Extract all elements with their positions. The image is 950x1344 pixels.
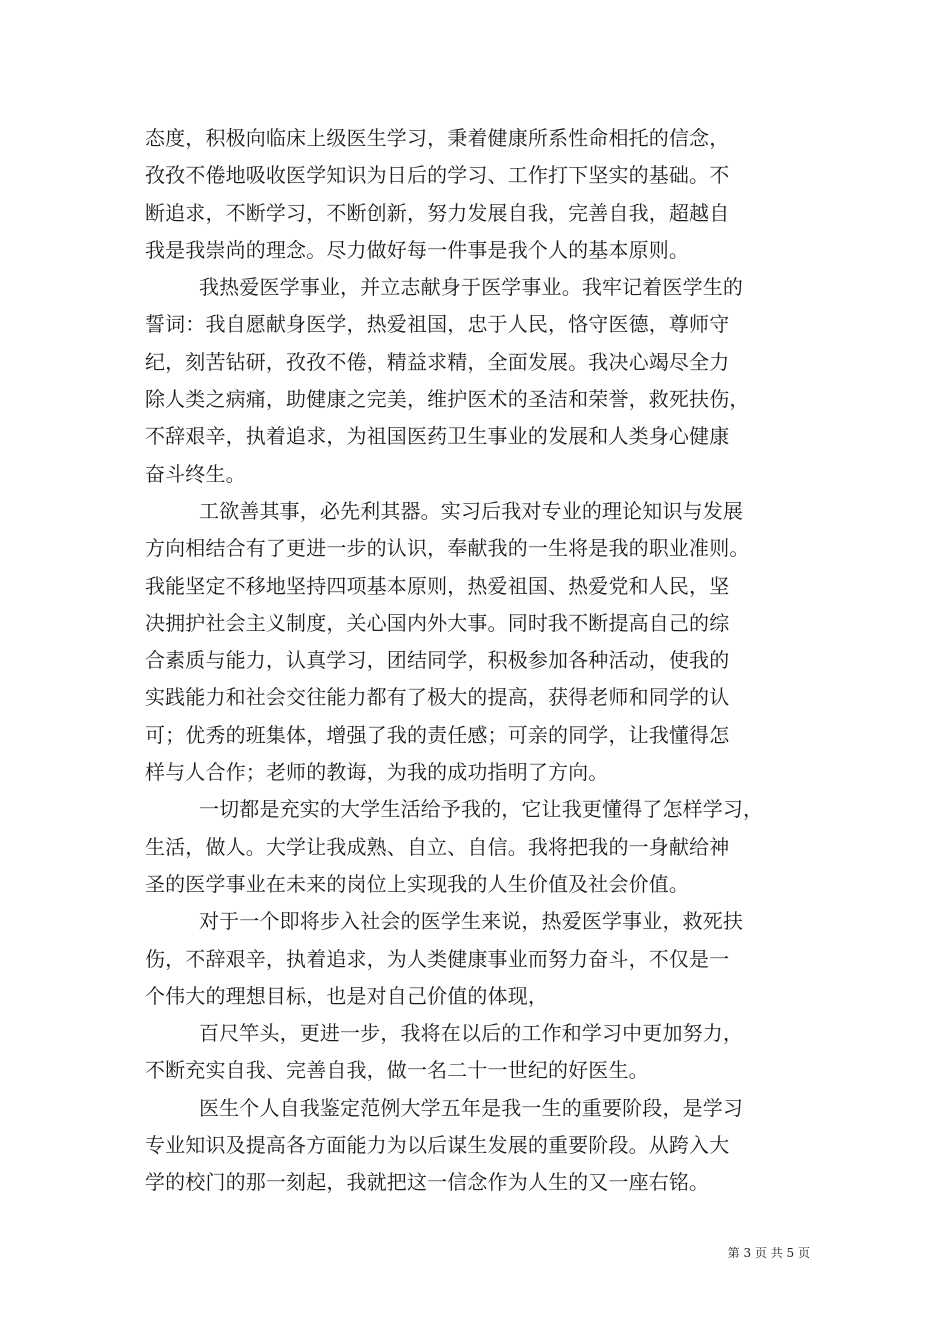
text-line: 工欲善其事，必先利其器。实习后我对专业的理论知识与发展 <box>199 498 744 523</box>
text-line: 决拥护社会主义制度，关心国内外大事。同时我不断提高自己的综 <box>145 610 730 635</box>
text-line: 圣的医学事业在未来的岗位上实现我的人生价值及社会价值。 <box>145 871 690 896</box>
text-line: 可；优秀的班集体，增强了我的责任感；可亲的同学，让我懂得怎 <box>145 722 730 747</box>
page-number: 第 3 页 共 5 页 <box>727 1246 810 1260</box>
text-line: 不辞艰辛，执着追求，为祖国医药卫生事业的发展和人类身心健康 <box>145 424 730 449</box>
text-line: 一切都是充实的大学生活给予我的，它让我更懂得了怎样学习， <box>199 797 764 822</box>
text-line: 医生个人自我鉴定范例大学五年是我一生的重要阶段，是学习 <box>199 1095 744 1120</box>
text-line: 纪，刻苦钻研，孜孜不倦，精益求精，全面发展。我决心竭尽全力 <box>145 349 730 374</box>
text-line: 方向相结合有了更进一步的认识，奉献我的一生将是我的职业准则。 <box>145 536 750 561</box>
text-line: 实践能力和社会交往能力都有了极大的提高，获得老师和同学的认 <box>145 685 730 710</box>
text-line: 学的校门的那一刻起，我就把这一信念作为人生的又一座右铭。 <box>145 1170 710 1195</box>
text-line: 样与人合作；老师的教诲，为我的成功指明了方向。 <box>145 760 609 785</box>
text-line: 我热爱医学事业，并立志献身于医学事业。我牢记着医学生的 <box>199 275 744 300</box>
text-line: 态度，积极向临床上级医生学习，秉着健康所系性命相托的信念， <box>145 126 730 150</box>
text-line: 孜孜不倦地吸收医学知识为日后的学习、工作打下坚实的基础。不 <box>145 163 730 188</box>
text-line: 个伟大的理想目标，也是对自己价值的体现， <box>145 983 548 1008</box>
text-line: 专业知识及提高各方面能力为以后谋生发展的重要阶段。从跨入大 <box>145 1133 730 1158</box>
text-line: 誓词：我自愿献身医学，热爱祖国，忠于人民，恪守医德，尊师守 <box>145 312 730 337</box>
text-line: 除人类之病痛，助健康之完美，维护医术的圣洁和荣誉，救死扶伤， <box>145 387 750 412</box>
text-line: 我是我崇尚的理念。尽力做好每一件事是我个人的基本原则。 <box>145 237 690 262</box>
text-line: 生活，做人。大学让我成熟、自立、自信。我将把我的一身献给神 <box>145 834 730 859</box>
text-line: 对于一个即将步入社会的医学生来说，热爱医学事业，救死扶 <box>199 909 744 934</box>
text-line: 奋斗终生。 <box>145 461 246 486</box>
document-body <box>145 120 810 1202</box>
text-line: 伤，不辞艰辛，执着追求，为人类健康事业而努力奋斗，不仅是一 <box>145 946 730 971</box>
text-line: 合素质与能力，认真学习，团结同学，积极参加各种活动，使我的 <box>145 648 730 673</box>
text-line: 断追求，不断学习，不断创新，努力发展自我，完善自我，超越自 <box>145 200 730 225</box>
text-line: 百尺竿头，更进一步，我将在以后的工作和学习中更加努力， <box>199 1021 744 1046</box>
text-line: 我能坚定不移地坚持四项基本原则，热爱祖国、热爱党和人民，坚 <box>145 573 730 598</box>
text-line: 不断充实自我、完善自我，做一名二十一世纪的好医生。 <box>145 1058 649 1083</box>
